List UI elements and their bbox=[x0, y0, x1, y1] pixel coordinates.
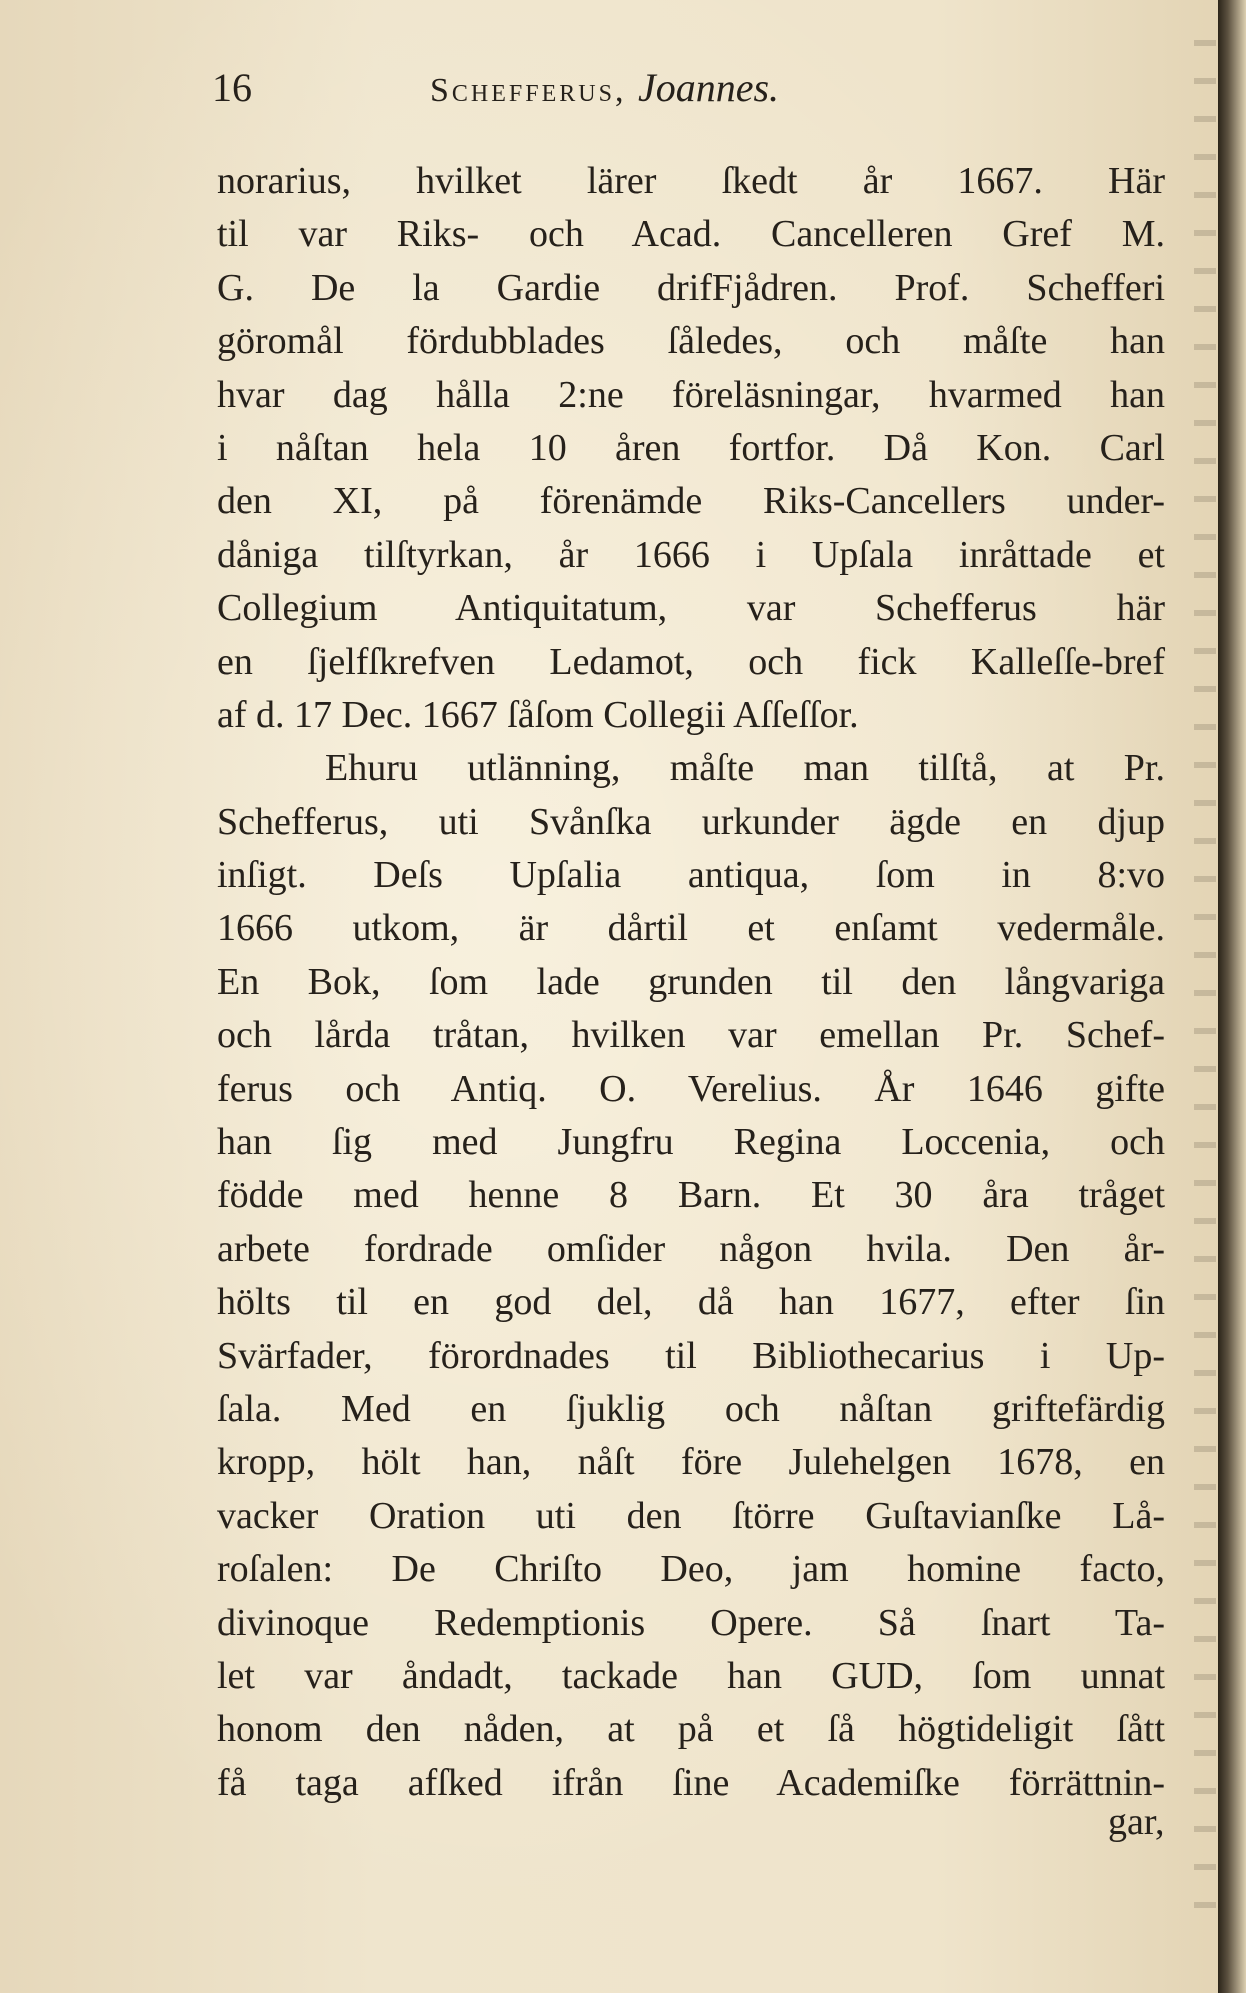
text-line: en ſjelfſkrefven Ledamot, och fick Kalleſſe-bref bbox=[217, 640, 1165, 683]
text-line: ferus och Antiq. O. Verelius. År 1646 gifte bbox=[217, 1067, 1165, 1110]
body-text bbox=[217, 155, 1165, 1810]
text-line: Collegium Antiquitatum, var Schefferus här bbox=[217, 587, 1165, 630]
catchword: gar, bbox=[1108, 1801, 1165, 1843]
text-line: arbete fordrade omſider någon hvila. Den år- bbox=[217, 1227, 1165, 1270]
text-line: kropp, hölt han, nåſt före Julehelgen 1678, en bbox=[217, 1441, 1165, 1484]
text-line: roſalen: De Chriſto Deo, jam homine facto, bbox=[217, 1548, 1165, 1591]
text-line: til var Riks- och Acad. Cancelleren Gref M. bbox=[217, 213, 1165, 256]
text-line: honom den nåden, at på et ſå högtideligit ſått bbox=[217, 1708, 1165, 1751]
text-line: Svärfader, förordnades til Bibliothecarius i Up- bbox=[217, 1334, 1165, 1377]
show-through-edge bbox=[1194, 40, 1216, 1940]
text-line: den XI, på förenämde Riks-Cancellers under- bbox=[217, 480, 1165, 523]
text-line: och lårda tråtan, hvilken var emellan Pr. Schef- bbox=[217, 1014, 1165, 1057]
running-head-forename: Joannes. bbox=[637, 65, 780, 110]
text-line: En Bok, ſom lade grunden til den långvariga bbox=[217, 960, 1165, 1003]
text-line: G. De la Gardie drifFjådren. Prof. Schefferi bbox=[217, 266, 1165, 309]
text-line: födde med henne 8 Barn. Et 30 åra tråget bbox=[217, 1174, 1165, 1217]
book-spine-shadow bbox=[1218, 0, 1246, 1993]
text-line: af d. 17 Dec. 1667 ſåſom Collegii Aſſeſſor. bbox=[217, 693, 859, 736]
text-line: Ehuru utlänning, måſte man tilſtå, at Pr. bbox=[325, 747, 1165, 790]
text-line: dåniga tilſtyrkan, år 1666 i Upſala inråttade et bbox=[217, 533, 1165, 576]
text-line: få taga afſked ifrån ſine Academiſke förrättnin- bbox=[217, 1761, 1165, 1804]
text-line: i nåſtan hela 10 åren fortfor. Då Kon. Carl bbox=[217, 426, 1165, 469]
text-line: hölts til en god del, då han 1677, efter ſin bbox=[217, 1281, 1165, 1324]
text-line: Schefferus, uti Svånſka urkunder ägde en djup bbox=[217, 800, 1165, 843]
text-line: hvar dag hålla 2:ne föreläsningar, hvarmed han bbox=[217, 373, 1165, 416]
text-line: inſigt. Deſs Upſalia antiqua, ſom in 8:vo bbox=[217, 854, 1165, 897]
text-line: norarius, hvilket lärer ſkedt år 1667. Här bbox=[217, 160, 1165, 202]
page-number: 16 bbox=[212, 65, 252, 110]
running-head bbox=[430, 58, 779, 121]
text-line: göromål fördubblades ſåledes, och måſte han bbox=[217, 320, 1165, 363]
text-line: ſala. Med en ſjuklig och nåſtan griftefärdig bbox=[217, 1387, 1165, 1430]
text-line: 1666 utkom, är dårtil et enſamt vedermåle. bbox=[217, 907, 1165, 950]
text-line: let var åndadt, tackade han GUD, ſom unnat bbox=[217, 1654, 1165, 1697]
text-line: vacker Oration uti den ſtörre Guſtavianſke Lå- bbox=[217, 1494, 1165, 1537]
running-head-name: Schefferus, bbox=[430, 72, 627, 109]
page-header bbox=[212, 58, 1012, 118]
text-line: han ſig med Jungfru Regina Loccenia, och bbox=[217, 1121, 1165, 1164]
text-line: divinoque Redemptionis Opere. Så ſnart Ta- bbox=[217, 1601, 1165, 1644]
